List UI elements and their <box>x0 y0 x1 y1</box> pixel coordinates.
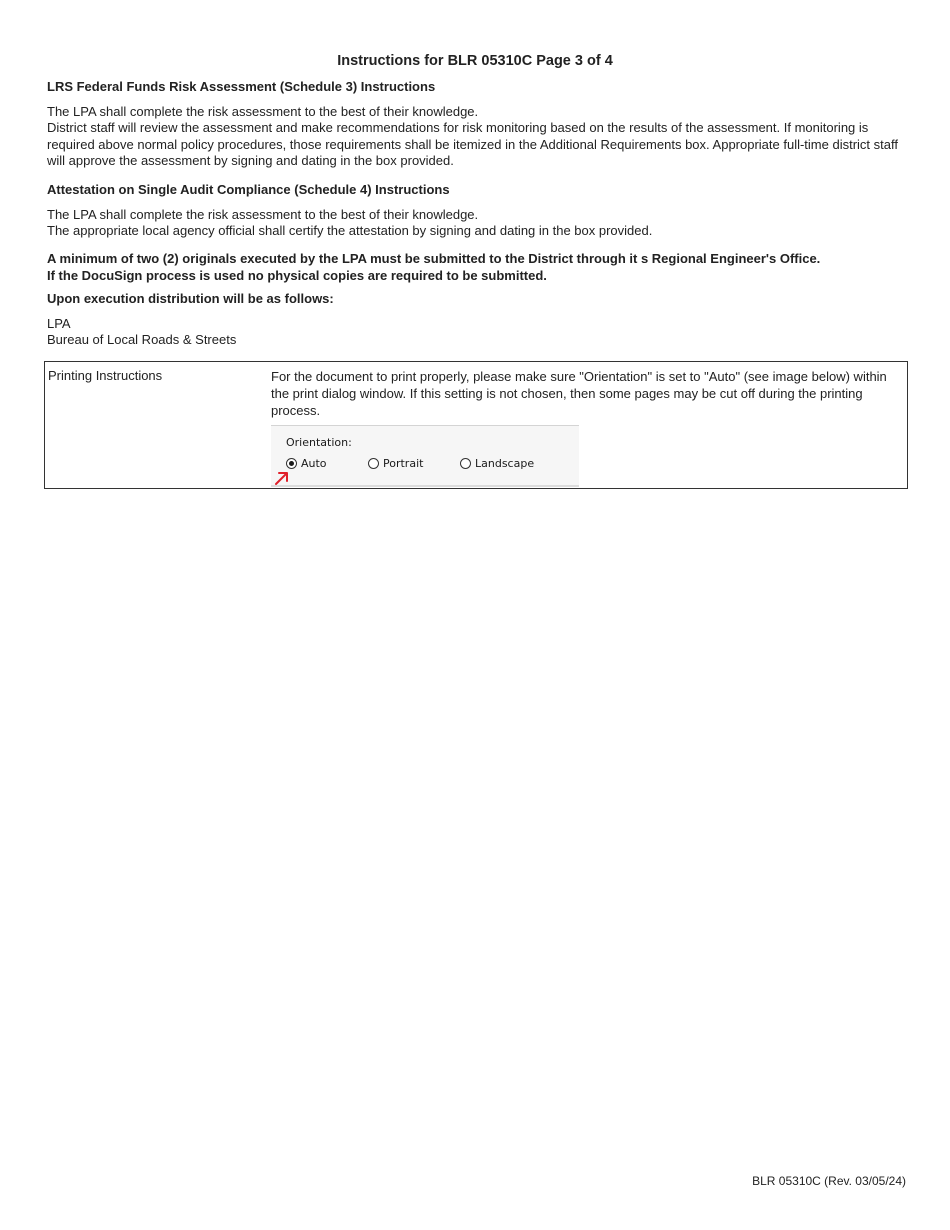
red-arrow-icon <box>274 470 292 486</box>
radio-unchecked-icon <box>460 458 471 469</box>
schedule4-line-2: The appropriate local agency official shall certify the attestation by signing and dating in the box provided. <box>47 223 653 238</box>
schedule3-heading: LRS Federal Funds Risk Assessment (Schedule 3) Instructions <box>47 79 436 94</box>
orientation-option-portrait <box>368 457 423 470</box>
schedule4-line-1: The LPA shall complete the risk assessment to the best of their knowledge. <box>47 206 479 222</box>
form-footer-id: BLR 05310C (Rev. 03/05/24) <box>752 1174 906 1188</box>
orientation-option-auto-label: Auto <box>301 457 327 470</box>
schedule4-section <box>47 182 907 240</box>
printing-instructions-text: For the document to print properly, please make sure "Orientation" is set to "Auto" (see image below) within the print dialog window. If this setting is not chosen, then some pages may be cut off during the printing process. <box>271 369 887 418</box>
submission-line-1: A minimum of two (2) originals executed by the LPA must be submitted to the District through it s Regional Engineer's Office. <box>47 251 821 266</box>
printing-instructions-label: Printing Instructions <box>48 368 163 383</box>
schedule4-heading: Attestation on Single Audit Compliance (Schedule 4) Instructions <box>47 182 450 197</box>
radio-unchecked-icon <box>368 458 379 469</box>
schedule4-body <box>47 207 907 240</box>
orientation-setting-image <box>271 425 579 487</box>
radio-checked-icon <box>286 458 297 469</box>
submission-line-2: If the DocuSign process is used no physical copies are required to be submitted. <box>47 267 547 283</box>
submission-note <box>47 251 907 284</box>
distribution-heading: Upon execution distribution will be as follows: <box>47 291 334 306</box>
schedule3-section <box>47 79 907 170</box>
orientation-option-landscape-label: Landscape <box>475 457 535 470</box>
image-bottom-rule <box>271 485 579 487</box>
distribution-list <box>47 316 907 349</box>
schedule3-line-1: The LPA shall complete the risk assessment to the best of their knowledge. <box>47 103 479 119</box>
orientation-option-portrait-label: Portrait <box>383 457 424 470</box>
printing-instructions-box <box>44 361 908 489</box>
orientation-title: Orientation: <box>286 436 352 449</box>
orientation-option-auto <box>286 457 327 470</box>
distribution-section <box>47 291 907 349</box>
distribution-recipient-lpa: LPA <box>47 315 71 331</box>
page-title: Instructions for BLR 05310C Page 3 of 4 <box>337 53 613 69</box>
distribution-recipient-blrs: Bureau of Local Roads & Streets <box>47 332 237 347</box>
schedule3-line-2: District staff will review the assessment and make recommendations for risk monitoring based on the results of the assessment. If monitoring is required above normal policy procedures, those requirements shall be itemized in the Additional Requirements box. Appropriate full-time district staff will approve the assessment by signing and dating in the box provided. <box>47 120 898 168</box>
schedule3-body <box>47 104 907 170</box>
orientation-option-landscape <box>460 457 534 470</box>
